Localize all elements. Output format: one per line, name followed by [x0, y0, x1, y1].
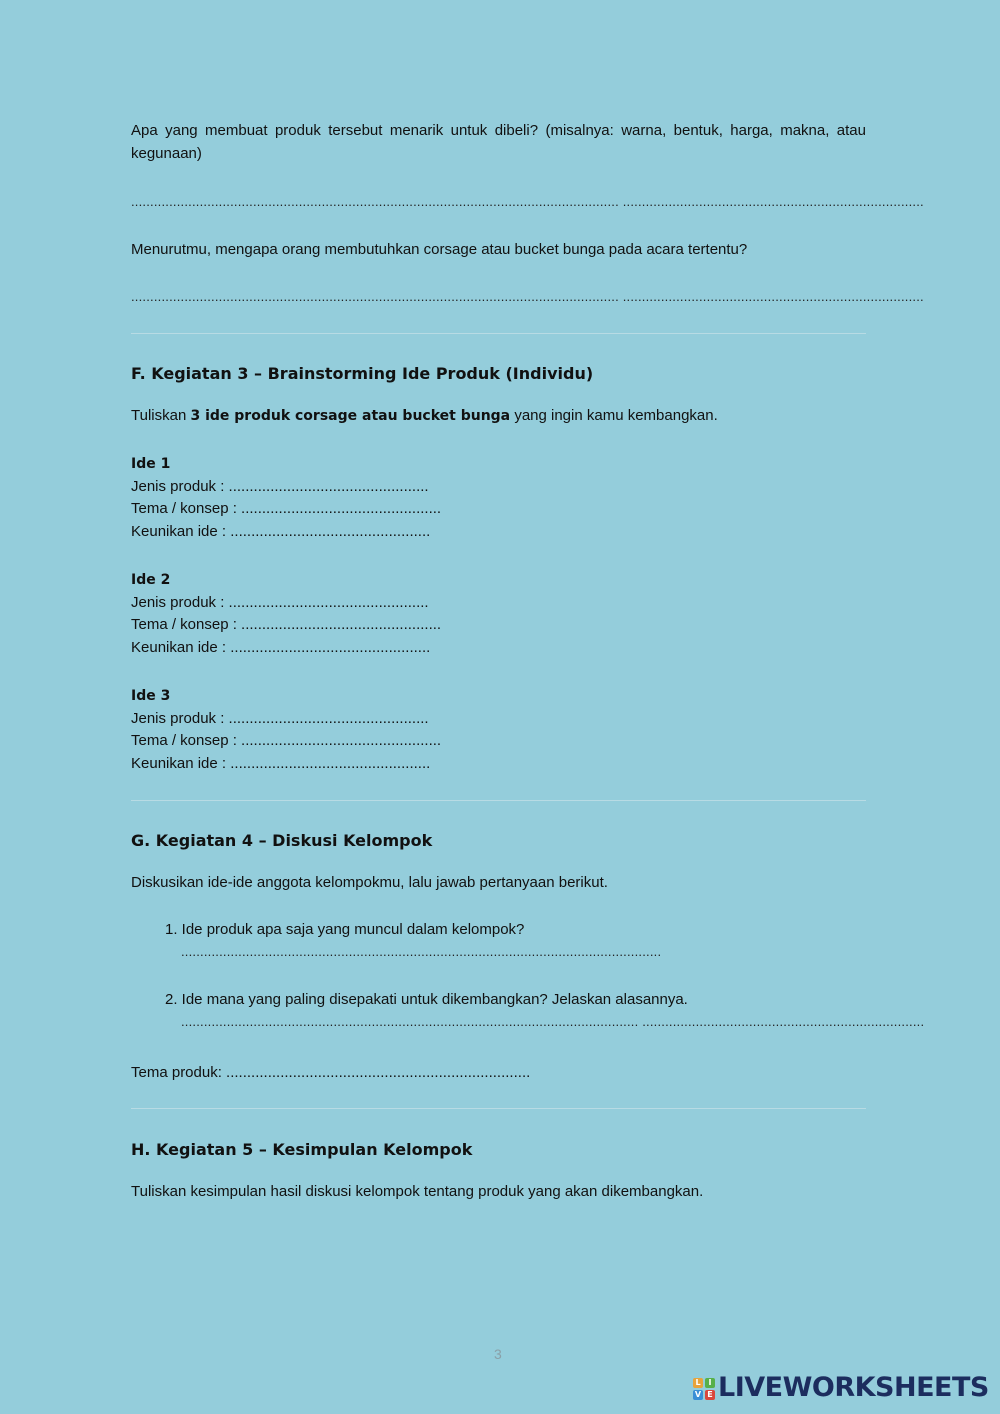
intro-text: Tuliskan — [131, 407, 187, 424]
idea-jenis-field[interactable]: Jenis produk : ................................................ — [131, 593, 429, 611]
logo-letter: L — [693, 1378, 703, 1388]
intro-bold: 3 ide produk corsage atau bucket bunga — [190, 408, 511, 424]
liveworksheets-logo-icon — [693, 1378, 715, 1400]
idea-label: Ide 2 — [131, 572, 171, 588]
divider — [131, 333, 866, 334]
question-2: 2. Ide mana yang paling disepakati untuk dikembangkan? Jelaskan alasannya. — [165, 991, 688, 1008]
intro-text: yang ingin kamu kembangkan. — [514, 407, 718, 424]
idea-block-3 — [131, 685, 441, 775]
idea-keunikan-field[interactable]: Keunikan ide : ................................................ — [131, 522, 431, 540]
idea-block-2 — [131, 569, 441, 659]
liveworksheets-logo[interactable]: LIVEWORKSHEETS — [718, 1372, 989, 1403]
idea-label: Ide 3 — [131, 688, 171, 704]
section-g-intro: Diskusikan ide-ide anggota kelompokmu, lalu jawab pertanyaan berikut. — [131, 874, 608, 891]
section-h-intro: Tuliskan kesimpulan hasil diskusi kelompok tentang produk yang akan dikembangkan. — [131, 1183, 704, 1200]
section-f-intro — [131, 405, 718, 428]
answer-line-attractive[interactable]: ................................................................................................................................ ............................................................................... — [131, 194, 924, 209]
section-g-title: G. Kegiatan 4 – Diskusi Kelompok — [131, 831, 433, 850]
logo-letter: V — [694, 1390, 702, 1399]
idea-label: Ide 1 — [131, 456, 171, 472]
tema-produk-field[interactable]: Tema produk: ......................................................................... — [131, 1064, 531, 1081]
answer-line-q1[interactable]: .............................................................................................................................. — [181, 944, 662, 959]
question-attractive: Apa yang membuat produk tersebut menarik untuk dibeli? (misalnya: warna, bentuk, harga, makna, atau kegunaan) — [131, 122, 866, 162]
section-h-title: H. Kegiatan 5 – Kesimpulan Kelompok — [131, 1140, 473, 1159]
idea-block-1 — [131, 453, 441, 543]
idea-tema-field[interactable]: Tema / konsep : ................................................ — [131, 616, 442, 633]
idea-tema-field[interactable]: Tema / konsep : ................................................ — [131, 500, 442, 517]
idea-keunikan-field[interactable]: Keunikan ide : ................................................ — [131, 638, 431, 656]
logo-letter: I — [705, 1378, 715, 1388]
divider — [131, 800, 866, 801]
logo-letter: E — [705, 1390, 715, 1400]
idea-jenis-field[interactable]: Jenis produk : ................................................ — [131, 709, 429, 727]
question-need: Menurutmu, mengapa orang membutuhkan corsage atau bucket bunga pada acara tertentu? — [131, 241, 748, 258]
idea-tema-field[interactable]: Tema / konsep : ................................................ — [131, 732, 442, 749]
section-f-title: F. Kegiatan 3 – Brainstorming Ide Produk (Individu) — [131, 364, 594, 383]
idea-keunikan-field[interactable]: Keunikan ide : ................................................ — [131, 754, 431, 772]
answer-line-need[interactable]: ................................................................................................................................ ............................................................................... — [131, 289, 924, 304]
answer-line-q2[interactable]: ........................................................................................................................ .......................................................................... — [181, 1014, 925, 1029]
idea-jenis-field[interactable]: Jenis produk : ................................................ — [131, 477, 429, 495]
divider — [131, 1108, 866, 1109]
page-number: 3 — [494, 1346, 502, 1362]
question-1: 1. Ide produk apa saja yang muncul dalam kelompok? — [165, 921, 525, 938]
